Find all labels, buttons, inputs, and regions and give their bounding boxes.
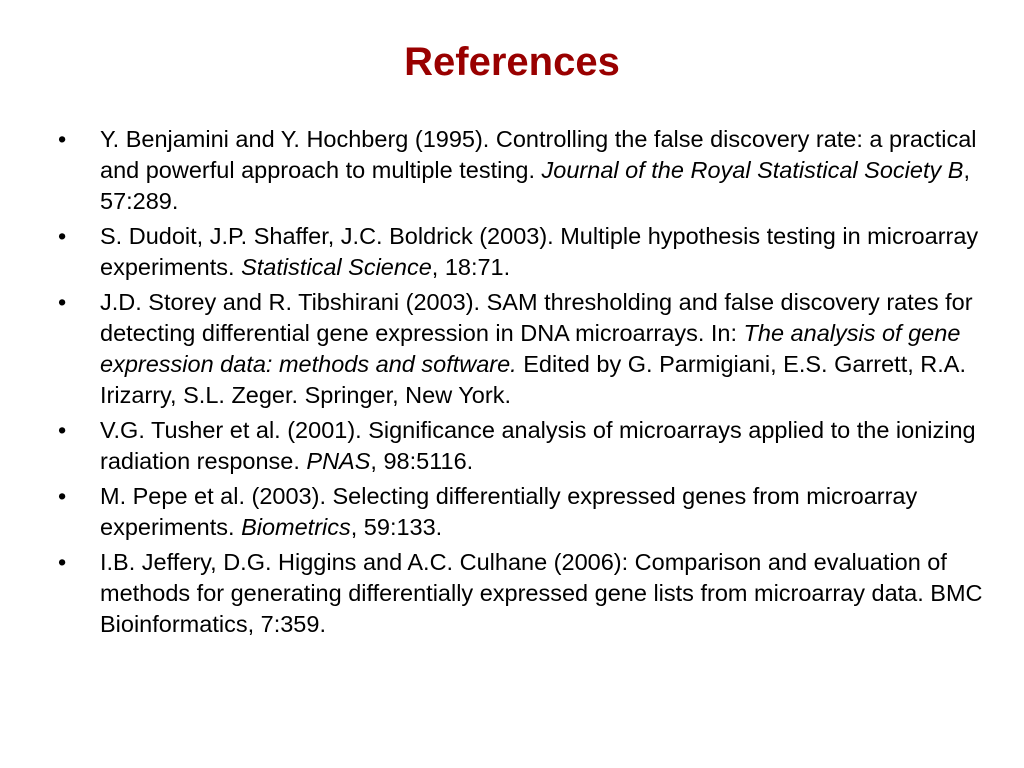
reference-text: S. Dudoit, J.P. Shaffer, J.C. Boldrick (2003). Multiple hypothesis testing in microarray experiments. bbox=[100, 223, 979, 280]
reference-journal: Journal of the Royal Statistical Society B bbox=[541, 157, 964, 183]
reference-text: Y. Benjamini and Y. Hochberg (1995). Controlling the false discovery rate: a practical and powerful approach to multiple testing. bbox=[100, 126, 977, 183]
bullet-icon: • bbox=[58, 483, 67, 509]
reference-item bbox=[58, 221, 993, 283]
reference-details: Edited by G. Parmigiani, E.S. Garrett, R.A. Irizarry, S.L. Zeger. Springer, New York. bbox=[100, 351, 966, 408]
reference-details: , 57:289. bbox=[100, 157, 970, 214]
reference-item bbox=[58, 481, 993, 543]
reference-journal: Statistical Science bbox=[241, 254, 432, 280]
bullet-icon: • bbox=[58, 126, 67, 152]
reference-list bbox=[58, 124, 993, 644]
reference-journal: Biometrics bbox=[241, 514, 351, 540]
bullet-icon: • bbox=[58, 417, 67, 443]
reference-details: , 59:133. bbox=[350, 514, 443, 540]
reference-text: V.G. Tusher et al. (2001). Significance analysis of microarrays applied to the ionizing radiation response. bbox=[100, 417, 976, 474]
reference-item bbox=[58, 124, 993, 217]
reference-details: , 18:71. bbox=[431, 254, 511, 280]
reference-item bbox=[58, 287, 993, 411]
reference-journal: PNAS bbox=[306, 448, 371, 474]
reference-item bbox=[58, 547, 993, 640]
reference-text: M. Pepe et al. (2003). Selecting differentially expressed genes from microarray experiments. bbox=[100, 483, 918, 540]
bullet-icon: • bbox=[58, 549, 67, 575]
reference-text: I.B. Jeffery, D.G. Higgins and A.C. Culhane (2006): Comparison and evaluation of methods for generating differentially expressed gene lists from microarray data. BMC Bioinformatics, 7:359. bbox=[100, 549, 983, 637]
reference-item bbox=[58, 415, 993, 477]
slide-title: References bbox=[404, 40, 620, 84]
bullet-icon: • bbox=[58, 289, 67, 315]
reference-journal: The analysis of gene expression data: methods and software. bbox=[100, 320, 961, 377]
bullet-icon: • bbox=[58, 223, 67, 249]
reference-text: J.D. Storey and R. Tibshirani (2003). SAM thresholding and false discovery rates for detecting differential gene expression in DNA microarrays. In: bbox=[100, 289, 973, 346]
reference-details: , 98:5116. bbox=[370, 448, 474, 474]
